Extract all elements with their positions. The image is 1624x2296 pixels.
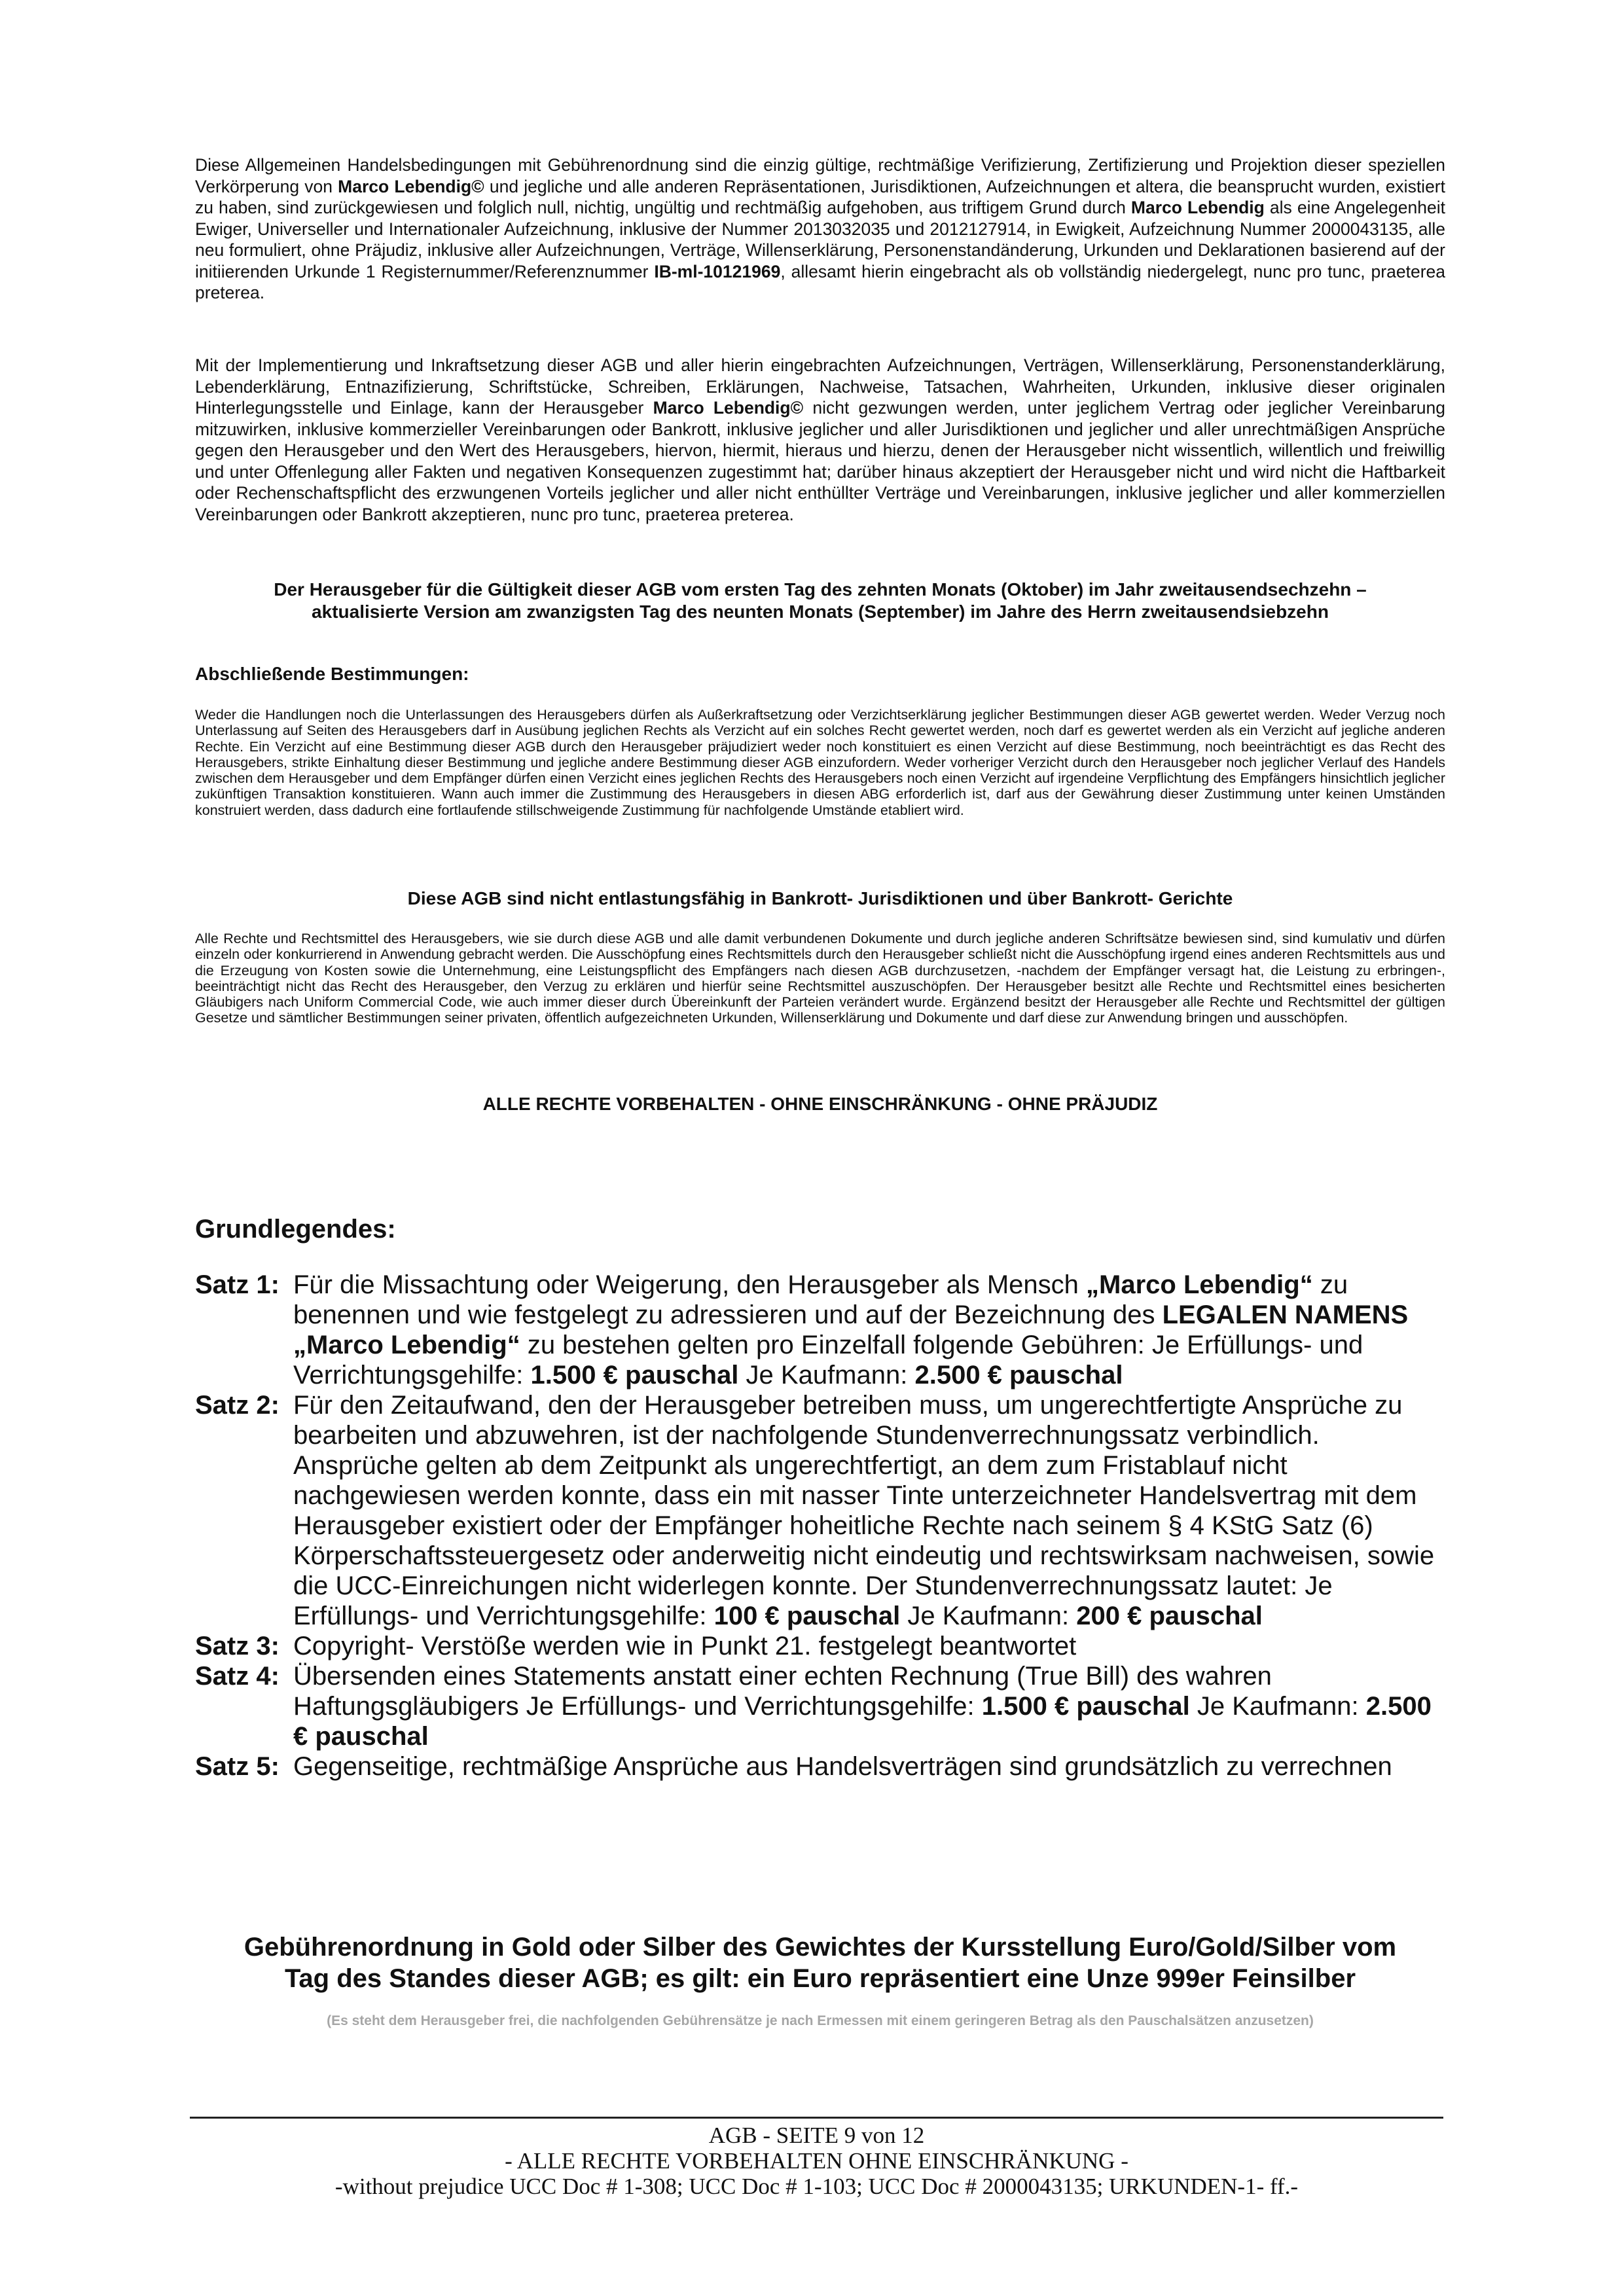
clause-label: Satz 2: <box>195 1391 280 1420</box>
text-segment: Für den Zeitaufwand, den der Herausgeber betreiben muss, um ungerechtfertigte Ansprüche zu bearbeiten und abzuwehren, ist der nachfolgende Stundenverrechnungssatz verbindlich. Ansprüche gelten ab dem Zeitpunkt als ungerechtfertigt, an dem zum Fristablauf nicht nachgewiesen werden konnte, dass ein mit nasser Tinte unterzeichneter Handelsvertrag mit dem Herausgeber existiert oder der Empfänger hoheitliche Rechte nach seinem § 4 KStG Satz (6) Körperschaftssteuergesetz oder anderweitig nicht eindeutig und rechtswirksam nachweisen, sowie die UCC-Einreichungen nicht widerlegen konnte. Der Stundenverrechnungssatz lautet: Je Erfüllungs- und Verrichtungsgehilfe: <box>293 1391 1435 1630</box>
clause-4 <box>195 1661 1445 1751</box>
fee-amount: 2.500 € pauschal <box>293 1692 1432 1751</box>
footer-references: -without prejudice UCC Doc # 1-308; UCC Doc # 1-103; UCC Doc # 2000043135; URKUNDEN-1- ff.- <box>334 2174 1299 2199</box>
text-segment: Je Kaufmann: <box>900 1602 1077 1630</box>
text-segment: Je Kaufmann: <box>738 1361 915 1390</box>
fee-amount: 200 € pauschal <box>1076 1602 1263 1630</box>
clause-label: Satz 1: <box>195 1270 280 1299</box>
text-segment: nicht gezwungen werden, unter jeglichem Vertrag oder jeglicher Vereinbarung mitzuwirken, inklusive kommerzieller Vereinbarungen oder Bankrott, inklusive jeglicher und aller Jurisdiktionen und jeglicher und aller unrechtmäßigen Ansprüche gegen den Herausgeber und den Wert des Herausgebers, hiervon, hiermit, hieraus und hierzu, denen der Herausgeber nicht wissentlich, willentlich und freiwillig und unter Offenlegung aller Fakten und negativen Konsequenzen zugestimmt hat; darüber hinaus akzeptiert der Herausgeber nicht und wird nicht die Haftbarkeit oder Rechenschaftspflicht des erzwungenen Vorteils jeglicher und aller nicht enthüllter Verträge und Vereinbarungen, inklusive jeglicher und aller kommerziellen Vereinbarungen oder Bankrott akzeptieren, nunc pro tunc, praeterea preterea. <box>195 398 1445 524</box>
issuer-name: Marco Lebendig© <box>338 176 484 196</box>
fee-amount: 1.500 € pauschal <box>530 1361 739 1390</box>
text-segment: zu benennen und wie festgelegt zu adressieren und auf der Bezeichnung des <box>293 1270 1348 1329</box>
issuer-name: Marco Lebendig© <box>653 398 804 418</box>
fee-schedule-heading <box>195 1931 1445 1994</box>
clause-label: Satz 5: <box>195 1752 280 1781</box>
validity-statement <box>195 579 1445 623</box>
clause-label: Satz 3: <box>195 1632 280 1660</box>
fee-amount: 1.500 € pauschal <box>981 1692 1190 1721</box>
basics-heading: Grundlegendes: <box>195 1215 396 1244</box>
validity-line-1: Der Herausgeber für die Gültigkeit dieser AGB vom ersten Tag des zehnten Monats (Oktober) im Jahr zweitausendsechzehn – <box>274 579 1367 600</box>
text-segment: Für die Missachtung oder Weigerung, den Herausgeber als Mensch <box>293 1270 1087 1299</box>
fee-schedule-line-2: Tag des Standes dieser AGB; es gilt: ein Euro repräsentiert eine Unze 999er Feinsilber <box>284 1964 1356 1993</box>
issuer-name: Marco Lebendig <box>1130 198 1265 217</box>
clause-2 <box>195 1390 1445 1631</box>
clause-label: Satz 4: <box>195 1662 280 1691</box>
page-footer <box>190 2123 1443 2199</box>
clause-list <box>195 1270 1445 1782</box>
final-provisions-text: Weder die Handlungen noch die Unterlassungen des Herausgebers dürfen als Außerkraftsetzung oder Verzichtserklärung jeglicher Bestimmungen dieser AGB gewertet werden. Weder Verzug noch Unterlassung auf Seiten des Herausgebers darf in Ausübung jeglichen Rechts als Verzicht auf ein solches Recht gewertet werden, noch darf es gewertet werden als ein Verzicht auf jegliche anderen Rechte. Ein Verzicht auf eine Bestimmung dieser AGB durch den Herausgeber präjudiziert weder noch konstituiert es einen Verzicht auf diese Bestimmung, noch beeinträchtigt es das Recht des Herausgebers, strikte Einhaltung dieser Bestimmung und jegliche andere Bestimmung dieser AGB einzufordern. Weder vorheriger Verzicht durch den Herausgeber noch jeglicher Verlauf des Handels zwischen dem Herausgeber und dem Empfänger dürfen einen Verzicht eines jeglichen Rechts des Herausgebers noch einen Verzicht auf irgendeine Verpflichtung des Empfängers hinsichtlich jeglicher zukünftigen Transaktion konstituieren. Wann auch immer die Zustimmung des Herausgebers in diesen ABG erforderlich ist, darf aus der Gewährung dieser Zustimmung unter keinen Umständen konstruiert werden, dass dadurch eine fortlaufende stillschweigende Zustimmung für nachfolgende Umstände etabliert wird. <box>195 707 1445 818</box>
clause-text: Copyright- Verstöße werden wie in Punkt 21. festgelegt beantwortet <box>293 1632 1077 1660</box>
clause-text: Gegenseitige, rechtmäßige Ansprüche aus Handelsverträgen sind grundsätzlich zu verrechnen <box>293 1752 1392 1781</box>
fee-amount: 2.500 € pauschal <box>914 1361 1123 1390</box>
text-segment: Übersenden eines Statements anstatt einer echten Rechnung (True Bill) des wahren Haftungsgläubigers Je Erfüllungs- und Verrichtungsgehilfe: <box>293 1662 1272 1721</box>
fee-amount: 100 € pauschal <box>713 1602 901 1630</box>
bankruptcy-heading: Diese AGB sind nicht entlastungsfähig in Bankrott- Jurisdiktionen und über Bankrott- Gerichte <box>407 888 1233 908</box>
intro-paragraph-2 <box>195 355 1445 525</box>
bold-segment: LEGALEN NAMENS „Marco Lebendig“ <box>293 1300 1409 1359</box>
page-number: AGB - SEITE 9 von 12 <box>708 2123 925 2148</box>
fee-schedule-line-1: Gebührenordnung in Gold oder Silber des Gewichtes der Kursstellung Euro/Gold/Silber vom <box>244 1933 1397 1962</box>
validity-line-2: aktualisierte Version am zwanzigsten Tag des neunten Monats (September) im Jahre des Herrn zweitausendsiebzehn <box>312 601 1329 622</box>
footer-rights: - ALLE RECHTE VORBEHALTEN OHNE EINSCHRÄNKUNG - <box>505 2148 1128 2174</box>
bankruptcy-text: Alle Rechte und Rechtsmittel des Herausgebers, wie sie durch diese AGB und alle damit verbundenen Dokumente und durch jegliche anderen Schriftsätze bewiesen sind, sind kumulativ und dürfen einzeln oder konkurrierend in Anwendung gebracht werden. Die Ausschöpfung eines Rechtsmittels durch den Herausgeber schließt nicht die Ausschöpfung irgend eines anderen Rechtsmittels aus und die Erzeugung von Kosten sowie die Unternehmung, eine Leistungspflicht des Empfängers nach diesen AGB durchzusetzen, -nachdem der Empfänger versagt hat, die Leistung zu erbringen-, beeinträchtigt nicht das Recht des Herausgeber, den Verzug zu erklären und hierfür seine Rechtsmittel auszuschöpfen. Der Herausgeber besitzt alle Rechte und Rechtsmittel eines besicherten Gläubigers nach Uniform Commercial Code, wie auch immer dieser durch Übereinkunft der Parteien verändert wurde. Ergänzend besitzt der Herausgeber alle Rechte und Rechtsmittel der gültigen Gesetze und sämtlicher Bestimmungen seiner privaten, öffentlich aufgezeichneten Urkunden, Willenserklärung und Dokumente und darf diese zur Anwendung bringen und ausschöpfen. <box>195 931 1445 1026</box>
text-segment: Mit der Implementierung und Inkraftsetzung dieser AGB und aller hierin eingebrachten Aufzeichnungen, Verträgen, Willenserklärung, Personenstanderklärung, Lebenderklärung, Entnazifizierung, Schriftstücke, Schreiben, Erklärungen, Nachweise, Tatsachen, Wahrheiten, Urkunden, inklusive dieser originalen Hinterlegungsstelle und Einlage, kann der Herausgeber <box>195 355 1445 418</box>
clause-3 <box>195 1631 1445 1661</box>
text-segment: und jegliche und alle anderen Repräsentationen, Jurisdiktionen, Aufzeichnungen et altera, die beansprucht wurden, existiert zu haben, sind zurückgewiesen und folglich null, nichtig, ungültig und rechtmäßig aufgehoben, aus triftigem Grund durch <box>195 176 1445 217</box>
rights-reserved-heading: ALLE RECHTE VORBEHALTEN - OHNE EINSCHRÄNKUNG - OHNE PRÄJUDIZ <box>482 1094 1158 1114</box>
text-segment: Je Kaufmann: <box>1189 1692 1366 1721</box>
clause-1 <box>195 1270 1445 1390</box>
fee-schedule-note: (Es steht dem Herausgeber frei, die nachfolgenden Gebührensätze je nach Ermessen mit einem geringeren Betrag als den Pauschalsätzen anzusetzen) <box>327 2013 1314 2028</box>
clause-text <box>293 1390 1445 1631</box>
footer-divider <box>190 2117 1443 2119</box>
clause-5 <box>195 1751 1445 1782</box>
text-segment: zu bestehen gelten pro Einzelfall folgende Gebühren: Je Erfüllungs- und Verrichtungsgehilfe: <box>293 1331 1363 1390</box>
clause-text <box>293 1270 1445 1390</box>
bold-segment: „Marco Lebendig“ <box>1086 1270 1313 1299</box>
clause-text <box>293 1661 1445 1751</box>
text-segment: als eine Angelegenheit Ewiger, Universeller und Internationaler Aufzeichnung, inklusive der Nummer 2013032035 und 2012127914, in Ewigkeit, Aufzeichnung Nummer 2000043135, alle neu formuliert, ohne Präjudiz, inklusive aller Aufzeichnungen, Verträge, Willenserklärung, Personenstandänderung, Urkunden und Deklarationen basierend auf der initiierenden Urkunde 1 Registernummer/Referenznummer <box>195 198 1445 281</box>
text-segment: Diese Allgemeinen Handelsbedingungen mit Gebührenordnung sind die einzig gültige, rechtmäßige Verifizierung, Zertifizierung und Projektion dieser speziellen Verkörperung von <box>195 155 1445 196</box>
intro-paragraph-1 <box>195 154 1445 304</box>
final-provisions-heading: Abschließende Bestimmungen: <box>195 664 469 684</box>
text-segment: , allesamt hierin eingebracht als ob vollständig niedergelegt, nunc pro tunc, praeterea preterea. <box>195 261 1445 302</box>
register-number: IB-ml-10121969 <box>654 261 781 281</box>
